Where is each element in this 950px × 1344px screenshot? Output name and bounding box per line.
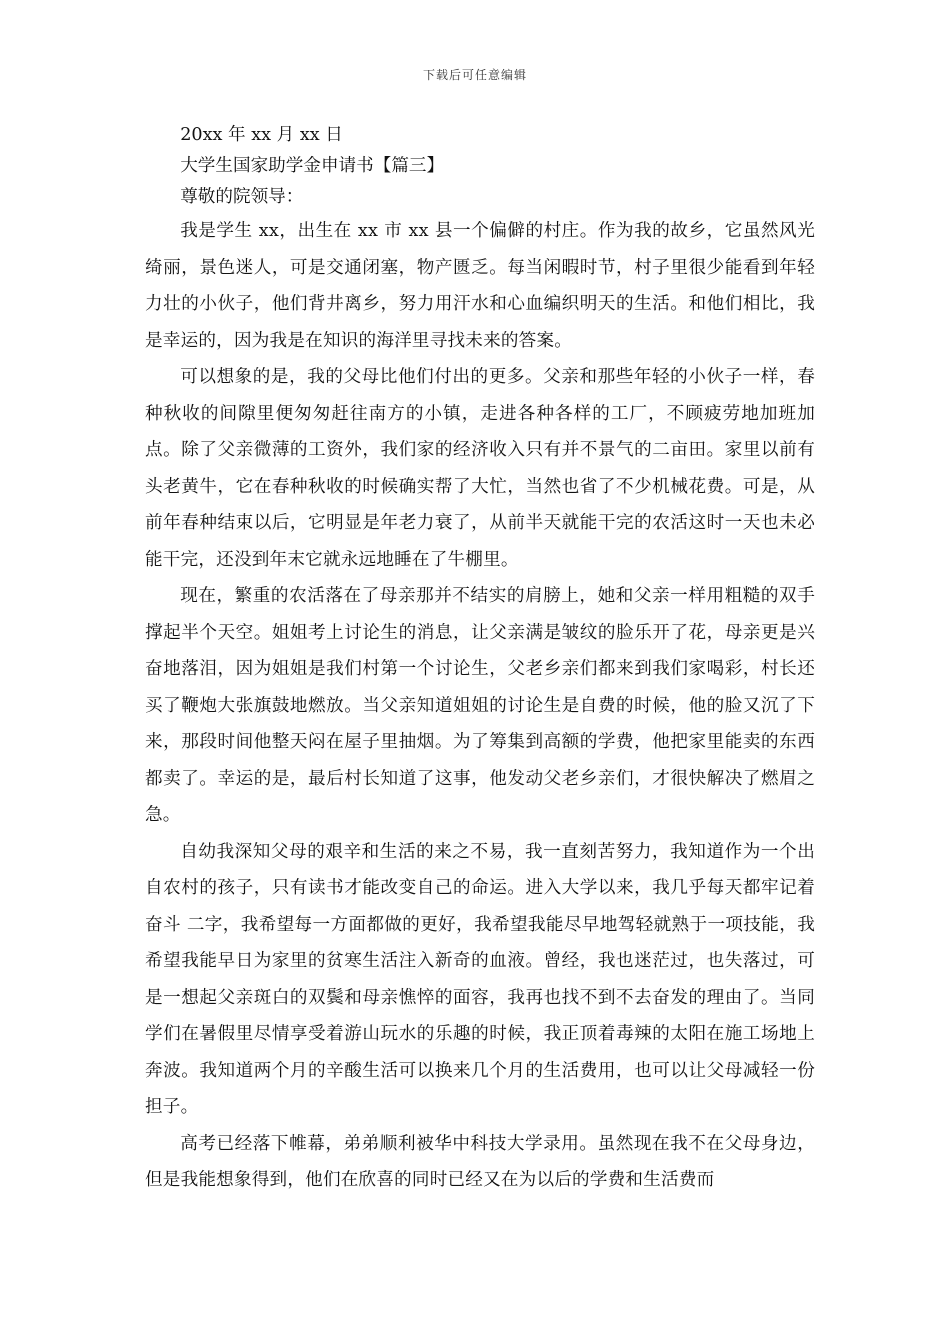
document-date: 20xx 年 xx 月 xx 日 [180,125,343,145]
paragraph-5: 高考已经落下帷幕，弟弟顺利被华中科技大学录用。虽然现在我不在父母身边，但是我能想象得到，他们在欣喜的同时已经又在为以后的学费和生活费而 [145,1133,815,1190]
document-salutation: 尊敬的院领导： [180,187,304,207]
paragraph-4: 自幼我深知父母的艰辛和生活的来之不易，我一直刻苦努力，我知道作为一个出自农村的孩子，只有读书才能改变自己的命运。进入大学以来，我几乎每天都牢记着 奋斗 二字，我希望每一方面都做的更好，我希望我能尽早地驾轻就熟于一项技能，我希望我能早日为家里的贫寒生活注入新奇的血液。曾经，我也迷茫过，也失落过，可是一想起父亲斑白的双鬓和母亲憔悴的面容，我再也找不到不去奋发的理由了。当同学们在暑假里尽情享受着游山玩水的乐趣的时候，我正顶着毒辣的太阳在施工场地上奔波。我知道两个月的辛酸生活可以换来几个月的生活费用，也可以让父母减轻一份担子。 [145,841,815,1117]
document-body [145,120,815,1199]
page-header-note: 下载后可任意编辑 [422,68,527,82]
paragraph-3: 现在，繁重的农活落在了母亲那并不结实的肩膀上，她和父亲一样用粗糙的双手撑起半个天空。姐姐考上讨论生的消息，让父亲满是皱纹的脸乐开了花，母亲更是兴奋地落泪，因为姐姐是我们村第一个讨论生，父老乡亲们都来到我们家喝彩，村长还买了鞭炮大张旗鼓地燃放。当父亲知道姐姐的讨论生是自费的时候，他的脸又沉了下来，那段时间他整天闷在屋子里抽烟。为了筹集到高额的学费，他把家里能卖的东西都卖了。幸运的是，最后村长知道了这事，他发动父老乡亲们，才很快解决了燃眉之急。 [145,586,815,825]
paragraph-1: 我是学生 xx，出生在 xx 市 xx 县一个偏僻的村庄。作为我的故乡，它虽然风光绮丽，景色迷人，可是交通闭塞，物产匮乏。每当闲暇时节，村子里很少能看到年轻力壮的小伙子，他们背井离乡，努力用汗水和心血编织明天的生活。和他们相比，我是幸运的，因为我是在知识的海洋里寻找未来的答案。 [145,221,815,351]
paragraph-2: 可以想象的是，我的父母比他们付出的更多。父亲和那些年轻的小伙子一样，春种秋收的间隙里便匆匆赶往南方的小镇，走进各种各样的工厂，不顾疲劳地加班加点。除了父亲微薄的工资外，我们家的经济收入只有并不景气的二亩田。家里以前有头老黄牛，它在春种秋收的时候确实帮了大忙，当然也省了不少机械花费。可是，从前年春种结束以后，它明显是年老力衰了，从前半天就能干完的农活这时一天也未必能干完，还没到年末它就永远地睡在了牛棚里。 [145,367,815,570]
document-title: 大学生国家助学金申请书【篇三】 [180,156,445,176]
